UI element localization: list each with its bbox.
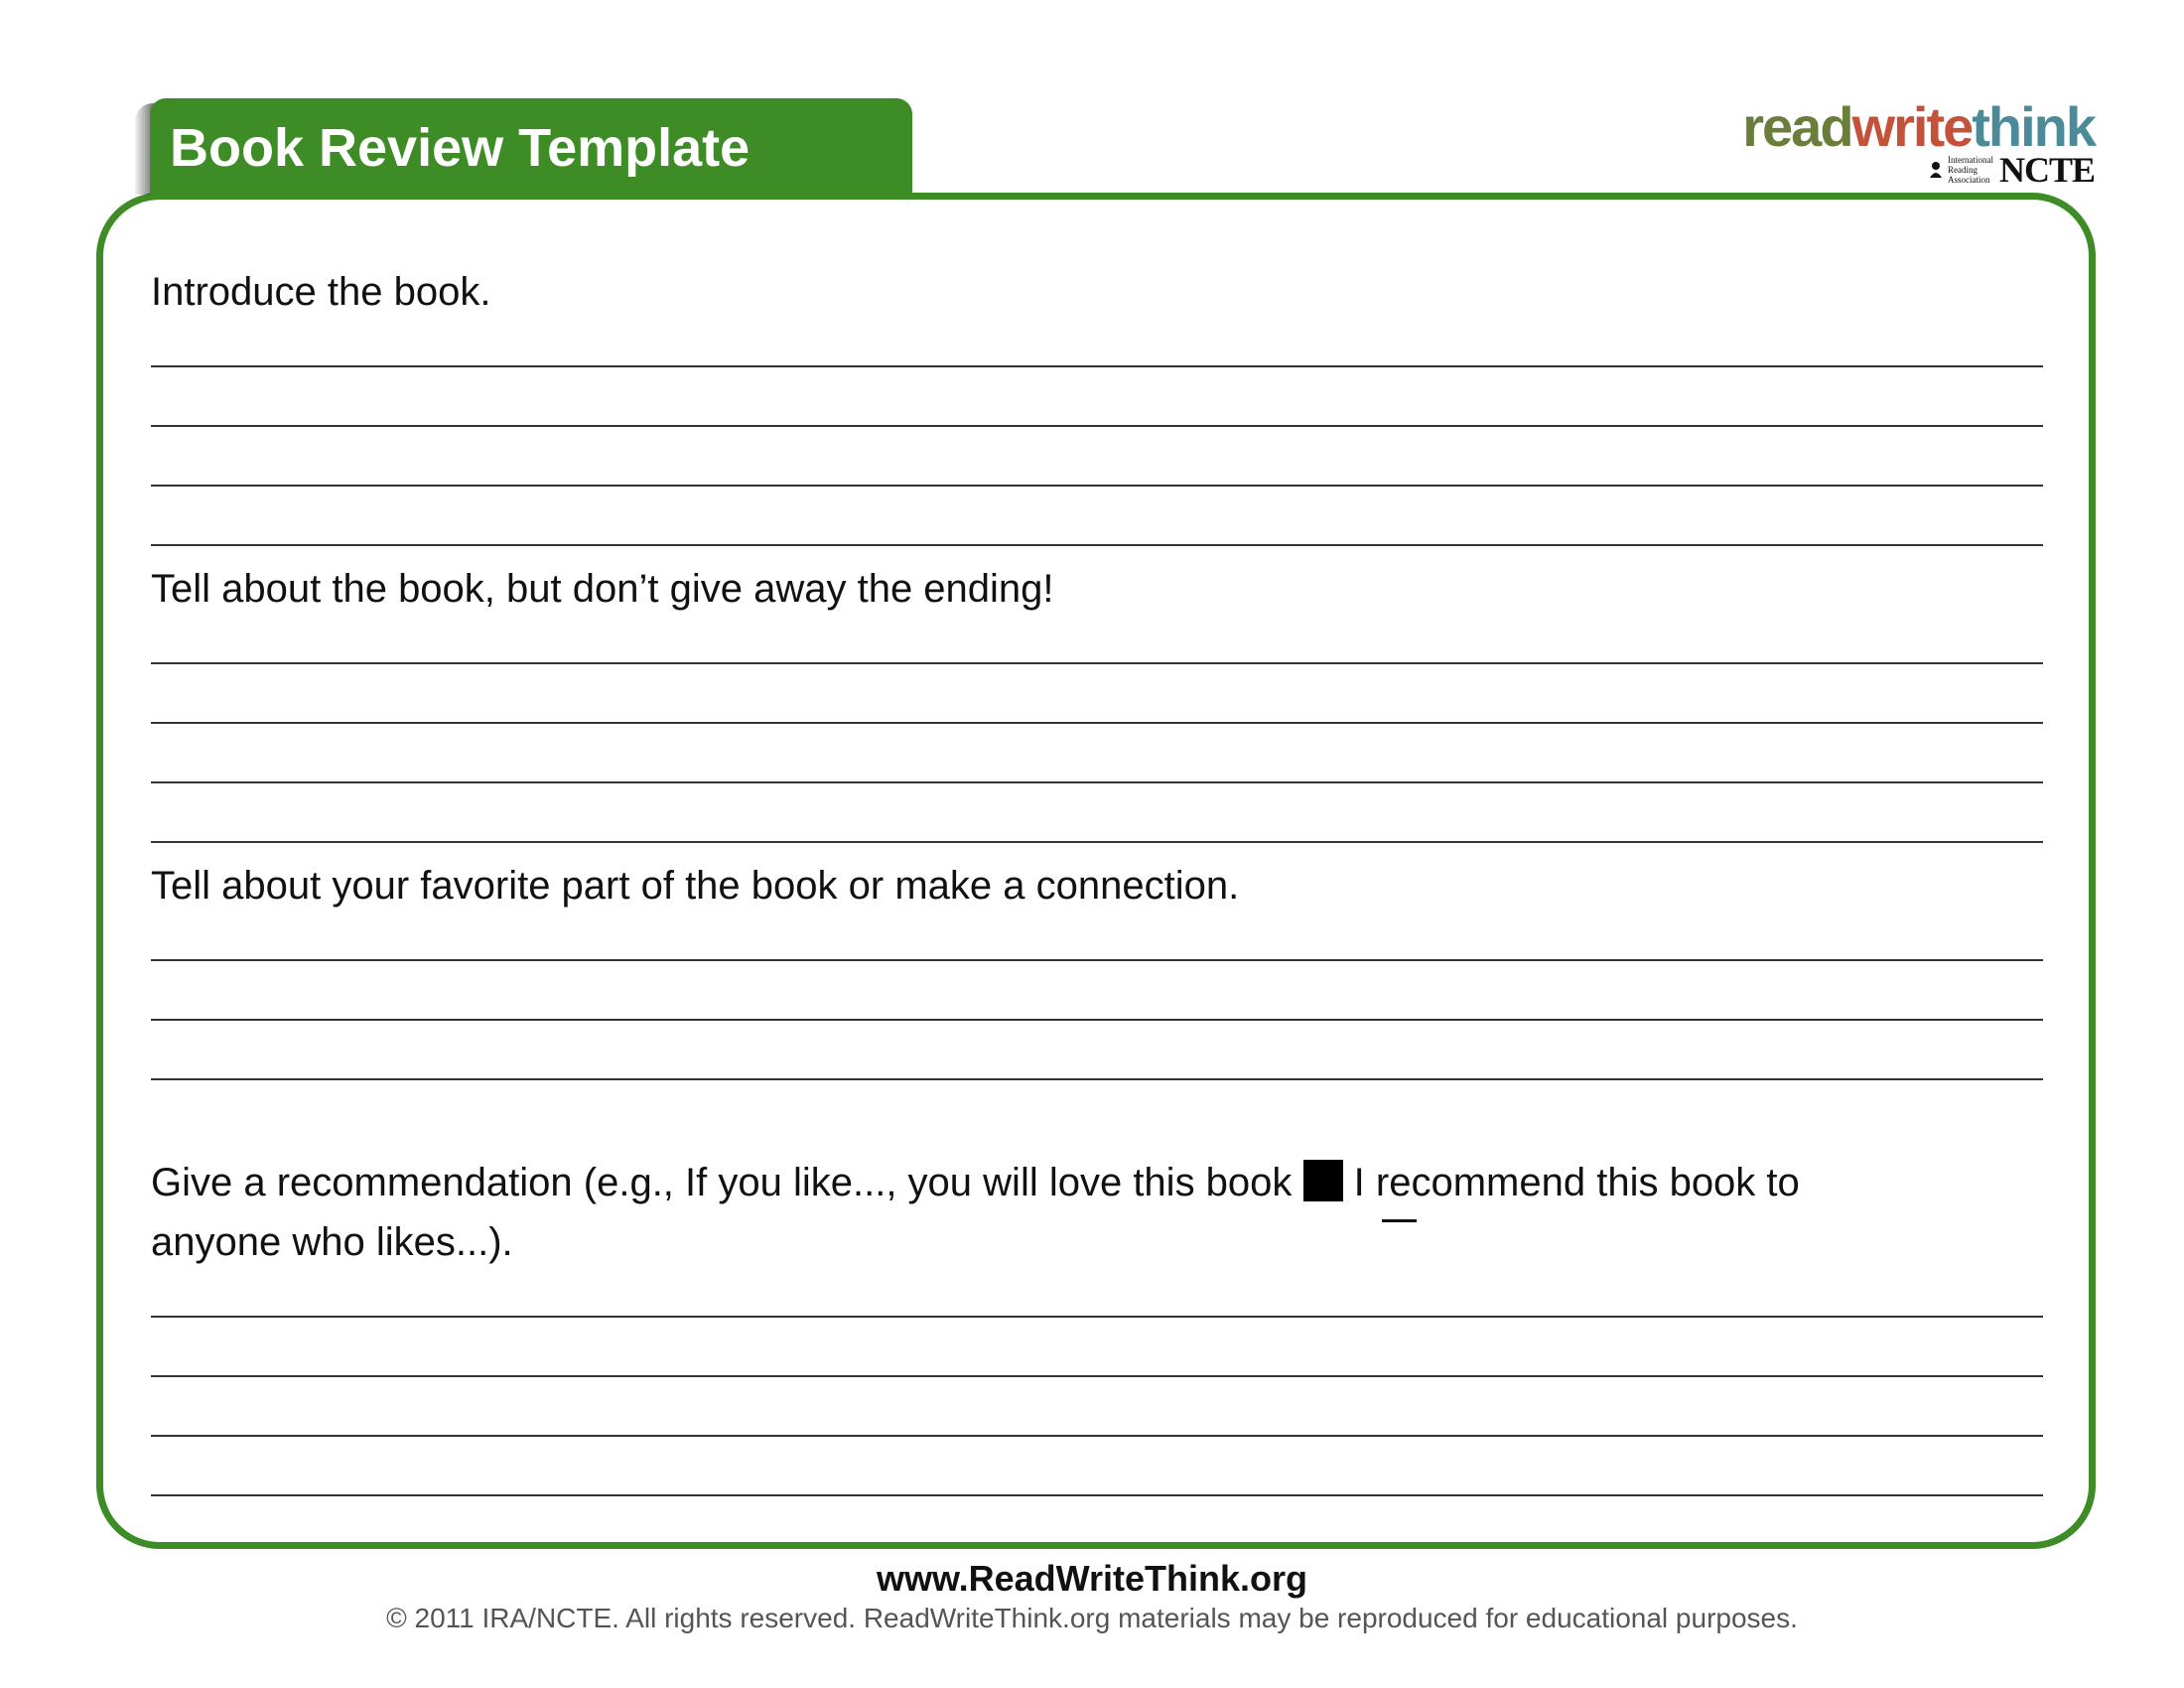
- footer-copyright: © 2011 IRA/NCTE. All rights reserved. ReadWriteThink.org materials may be reproduced for educational purposes.: [386, 1603, 1798, 1633]
- writing-line[interactable]: [151, 1494, 2043, 1496]
- prompt-recommendation-line2: anyone who likes...).: [151, 1220, 513, 1264]
- writing-line[interactable]: [151, 841, 2043, 843]
- prompt-recommendation-text2: I: [1342, 1161, 1376, 1204]
- prompt-recommendation: [151, 1153, 2037, 1272]
- prompt-recommendation-text3: re: [1375, 1161, 1412, 1204]
- logo-write: write: [1851, 95, 1973, 158]
- prompt-summary: Tell about the book, but don’t give away the ending!: [151, 567, 1054, 611]
- writing-line[interactable]: [151, 1375, 2043, 1377]
- ncte-logo: NCTE: [1998, 150, 2095, 190]
- writing-line[interactable]: [151, 722, 2043, 724]
- logo-partners: [1928, 150, 2095, 190]
- ira-emblem-icon: [1928, 160, 1944, 180]
- writing-line[interactable]: [151, 365, 2043, 367]
- prompt-recommendation-text4: commend this book to: [1411, 1161, 1800, 1204]
- prompt-recommendation-line1: [151, 1153, 2037, 1212]
- footer-url[interactable]: www.ReadWriteThink.org: [876, 1558, 1308, 1599]
- logo-read: read: [1742, 95, 1852, 158]
- title-tab: [150, 98, 912, 198]
- writing-line[interactable]: [151, 1316, 2043, 1318]
- writing-line[interactable]: [151, 959, 2043, 961]
- writing-line[interactable]: [151, 544, 2043, 546]
- writing-line[interactable]: [151, 485, 2043, 487]
- prompt-recommendation-text1: Give a recommendation (e.g., If you like..., you will love this book: [151, 1161, 1293, 1204]
- writing-line[interactable]: [151, 425, 2043, 427]
- prompt-introduce: Introduce the book.: [151, 270, 491, 314]
- prompt-favorite-part: Tell about your favorite part of the book or make a connection.: [151, 864, 1240, 908]
- redaction-box: [1303, 1160, 1343, 1201]
- writing-line[interactable]: [151, 662, 2043, 664]
- writing-line[interactable]: [151, 1019, 2043, 1021]
- writing-line[interactable]: [151, 1078, 2043, 1080]
- ira-logo: [1928, 155, 1993, 185]
- writing-line[interactable]: [151, 1435, 2043, 1437]
- logo-wordmark: [1742, 97, 2095, 157]
- page-title: Book Review Template: [170, 118, 751, 178]
- ira-text: International Reading Association: [1947, 155, 1993, 185]
- readwritethink-logo: [1702, 97, 2099, 189]
- logo-think: think: [1972, 95, 2095, 158]
- writing-line[interactable]: [151, 781, 2043, 783]
